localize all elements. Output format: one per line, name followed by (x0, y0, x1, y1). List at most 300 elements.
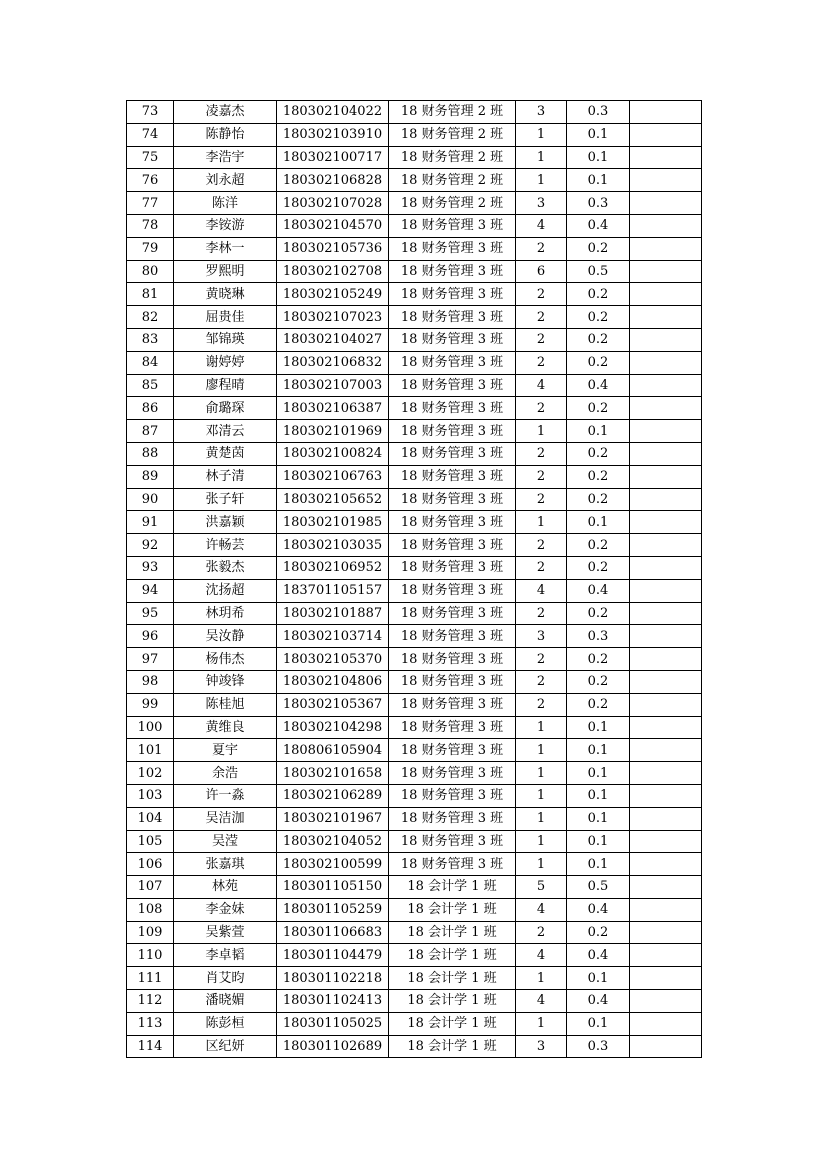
table-row (127, 944, 702, 967)
score-cell: 0.1 (567, 420, 630, 443)
student-name-cell: 李金妹 (174, 898, 277, 921)
class-name-cell: 18 财务管理 3 班 (389, 830, 516, 853)
class-name-cell: 18 财务管理 3 班 (389, 442, 516, 465)
student-name-cell: 钟竣锋 (174, 670, 277, 693)
class-name-cell: 18 财务管理 3 班 (389, 716, 516, 739)
student-name-cell: 罗熙明 (174, 260, 277, 283)
row-number-cell: 112 (127, 990, 174, 1013)
student-name-cell: 黄晓琳 (174, 283, 277, 306)
student-id-cell: 180302105370 (277, 648, 389, 671)
count-cell: 2 (516, 465, 567, 488)
class-name-cell: 18 财务管理 3 班 (389, 739, 516, 762)
score-cell: 0.2 (567, 306, 630, 329)
table-row (127, 169, 702, 192)
student-name-cell: 俞璐琛 (174, 397, 277, 420)
class-name-cell: 18 财务管理 3 班 (389, 237, 516, 260)
table-row (127, 146, 702, 169)
student-id-cell: 180302103714 (277, 625, 389, 648)
score-cell: 0.2 (567, 693, 630, 716)
table-row (127, 876, 702, 899)
count-cell: 4 (516, 990, 567, 1013)
remarks-cell (630, 579, 702, 602)
count-cell: 1 (516, 830, 567, 853)
row-number-cell: 73 (127, 101, 174, 124)
score-cell: 0.2 (567, 283, 630, 306)
student-id-cell: 180302101967 (277, 807, 389, 830)
remarks-cell (630, 169, 702, 192)
table-row (127, 579, 702, 602)
class-name-cell: 18 会计学 1 班 (389, 1012, 516, 1035)
student-id-cell: 180301105025 (277, 1012, 389, 1035)
remarks-cell (630, 784, 702, 807)
table-row (127, 351, 702, 374)
row-number-cell: 76 (127, 169, 174, 192)
class-name-cell: 18 财务管理 3 班 (389, 807, 516, 830)
table-row (127, 990, 702, 1013)
class-name-cell: 18 会计学 1 班 (389, 967, 516, 990)
student-name-cell: 谢婷婷 (174, 351, 277, 374)
class-name-cell: 18 会计学 1 班 (389, 921, 516, 944)
student-id-cell: 180302107003 (277, 374, 389, 397)
score-cell: 0.1 (567, 716, 630, 739)
count-cell: 3 (516, 625, 567, 648)
remarks-cell (630, 101, 702, 124)
count-cell: 4 (516, 579, 567, 602)
count-cell: 3 (516, 101, 567, 124)
score-cell: 0.1 (567, 967, 630, 990)
remarks-cell (630, 807, 702, 830)
student-id-cell: 180302106828 (277, 169, 389, 192)
remarks-cell (630, 511, 702, 534)
row-number-cell: 83 (127, 328, 174, 351)
table-row (127, 214, 702, 237)
student-id-cell: 180302101658 (277, 762, 389, 785)
student-id-cell: 180302104806 (277, 670, 389, 693)
student-id-cell: 180302104298 (277, 716, 389, 739)
student-name-cell: 杨伟杰 (174, 648, 277, 671)
remarks-cell (630, 146, 702, 169)
remarks-cell (630, 830, 702, 853)
table-row (127, 625, 702, 648)
remarks-cell (630, 967, 702, 990)
count-cell: 1 (516, 716, 567, 739)
row-number-cell: 96 (127, 625, 174, 648)
remarks-cell (630, 328, 702, 351)
student-name-cell: 吴洁泇 (174, 807, 277, 830)
table-row (127, 784, 702, 807)
count-cell: 4 (516, 214, 567, 237)
student-name-cell: 吴滢 (174, 830, 277, 853)
class-name-cell: 18 财务管理 2 班 (389, 101, 516, 124)
row-number-cell: 89 (127, 465, 174, 488)
student-name-cell: 凌嘉杰 (174, 101, 277, 124)
table-row (127, 762, 702, 785)
row-number-cell: 103 (127, 784, 174, 807)
table-row (127, 328, 702, 351)
score-cell: 0.2 (567, 556, 630, 579)
student-name-cell: 黄楚茵 (174, 442, 277, 465)
score-cell: 0.1 (567, 853, 630, 876)
count-cell: 1 (516, 967, 567, 990)
student-name-cell: 区纪妍 (174, 1035, 277, 1058)
student-id-cell: 180302105736 (277, 237, 389, 260)
student-id-cell: 180302101969 (277, 420, 389, 443)
row-number-cell: 80 (127, 260, 174, 283)
remarks-cell (630, 739, 702, 762)
count-cell: 1 (516, 146, 567, 169)
student-name-cell: 张子轩 (174, 488, 277, 511)
score-cell: 0.3 (567, 101, 630, 124)
count-cell: 2 (516, 556, 567, 579)
table-row (127, 921, 702, 944)
class-name-cell: 18 会计学 1 班 (389, 944, 516, 967)
student-name-cell: 洪嘉颖 (174, 511, 277, 534)
table-row (127, 898, 702, 921)
count-cell: 4 (516, 944, 567, 967)
student-name-cell: 张嘉琪 (174, 853, 277, 876)
remarks-cell (630, 944, 702, 967)
remarks-cell (630, 420, 702, 443)
student-name-cell: 廖程晴 (174, 374, 277, 397)
count-cell: 2 (516, 534, 567, 557)
remarks-cell (630, 556, 702, 579)
student-id-cell: 183701105157 (277, 579, 389, 602)
student-id-cell: 180302103035 (277, 534, 389, 557)
remarks-cell (630, 898, 702, 921)
count-cell: 2 (516, 442, 567, 465)
row-number-cell: 114 (127, 1035, 174, 1058)
score-cell: 0.1 (567, 830, 630, 853)
student-id-cell: 180302105652 (277, 488, 389, 511)
row-number-cell: 78 (127, 214, 174, 237)
class-name-cell: 18 会计学 1 班 (389, 898, 516, 921)
table-row (127, 1012, 702, 1035)
remarks-cell (630, 260, 702, 283)
score-cell: 0.5 (567, 260, 630, 283)
class-name-cell: 18 财务管理 3 班 (389, 762, 516, 785)
class-name-cell: 18 财务管理 3 班 (389, 306, 516, 329)
row-number-cell: 100 (127, 716, 174, 739)
score-cell: 0.1 (567, 511, 630, 534)
class-name-cell: 18 财务管理 3 班 (389, 625, 516, 648)
score-cell: 0.3 (567, 1035, 630, 1058)
remarks-cell (630, 921, 702, 944)
remarks-cell (630, 876, 702, 899)
row-number-cell: 105 (127, 830, 174, 853)
student-name-cell: 吴汝静 (174, 625, 277, 648)
row-number-cell: 98 (127, 670, 174, 693)
student-name-cell: 余浩 (174, 762, 277, 785)
student-name-cell: 陈洋 (174, 192, 277, 215)
class-name-cell: 18 财务管理 3 班 (389, 214, 516, 237)
row-number-cell: 84 (127, 351, 174, 374)
student-name-cell: 黄维良 (174, 716, 277, 739)
table-row (127, 853, 702, 876)
student-roster-table (126, 100, 702, 1058)
remarks-cell (630, 192, 702, 215)
score-cell: 0.1 (567, 169, 630, 192)
student-id-cell: 180301102218 (277, 967, 389, 990)
score-cell: 0.3 (567, 625, 630, 648)
score-cell: 0.1 (567, 739, 630, 762)
remarks-cell (630, 1012, 702, 1035)
student-name-cell: 李林一 (174, 237, 277, 260)
class-name-cell: 18 财务管理 3 班 (389, 511, 516, 534)
table-row (127, 670, 702, 693)
count-cell: 1 (516, 1012, 567, 1035)
student-name-cell: 林苑 (174, 876, 277, 899)
row-number-cell: 113 (127, 1012, 174, 1035)
count-cell: 2 (516, 306, 567, 329)
count-cell: 2 (516, 237, 567, 260)
class-name-cell: 18 财务管理 3 班 (389, 260, 516, 283)
remarks-cell (630, 716, 702, 739)
student-id-cell: 180301105150 (277, 876, 389, 899)
row-number-cell: 92 (127, 534, 174, 557)
table-row (127, 397, 702, 420)
score-cell: 0.2 (567, 602, 630, 625)
class-name-cell: 18 会计学 1 班 (389, 876, 516, 899)
student-name-cell: 吴紫萱 (174, 921, 277, 944)
table-row (127, 807, 702, 830)
row-number-cell: 93 (127, 556, 174, 579)
count-cell: 4 (516, 374, 567, 397)
count-cell: 5 (516, 876, 567, 899)
count-cell: 1 (516, 420, 567, 443)
class-name-cell: 18 财务管理 2 班 (389, 123, 516, 146)
row-number-cell: 109 (127, 921, 174, 944)
remarks-cell (630, 214, 702, 237)
class-name-cell: 18 财务管理 2 班 (389, 146, 516, 169)
table-row (127, 1035, 702, 1058)
row-number-cell: 87 (127, 420, 174, 443)
class-name-cell: 18 财务管理 3 班 (389, 351, 516, 374)
student-id-cell: 180302104027 (277, 328, 389, 351)
count-cell: 2 (516, 921, 567, 944)
class-name-cell: 18 财务管理 3 班 (389, 328, 516, 351)
row-number-cell: 85 (127, 374, 174, 397)
row-number-cell: 107 (127, 876, 174, 899)
count-cell: 1 (516, 784, 567, 807)
student-name-cell: 李浩宇 (174, 146, 277, 169)
score-cell: 0.2 (567, 351, 630, 374)
score-cell: 0.4 (567, 990, 630, 1013)
table-row (127, 967, 702, 990)
class-name-cell: 18 财务管理 3 班 (389, 374, 516, 397)
class-name-cell: 18 财务管理 3 班 (389, 784, 516, 807)
score-cell: 0.2 (567, 534, 630, 557)
class-name-cell: 18 会计学 1 班 (389, 1035, 516, 1058)
class-name-cell: 18 财务管理 3 班 (389, 465, 516, 488)
row-number-cell: 77 (127, 192, 174, 215)
remarks-cell (630, 693, 702, 716)
score-cell: 0.4 (567, 214, 630, 237)
remarks-cell (630, 990, 702, 1013)
row-number-cell: 75 (127, 146, 174, 169)
score-cell: 0.3 (567, 192, 630, 215)
student-id-cell: 180301104479 (277, 944, 389, 967)
count-cell: 3 (516, 192, 567, 215)
count-cell: 1 (516, 123, 567, 146)
row-number-cell: 111 (127, 967, 174, 990)
table-row (127, 648, 702, 671)
row-number-cell: 101 (127, 739, 174, 762)
student-name-cell: 许畅芸 (174, 534, 277, 557)
table-row (127, 101, 702, 124)
score-cell: 0.4 (567, 944, 630, 967)
remarks-cell (630, 670, 702, 693)
remarks-cell (630, 488, 702, 511)
class-name-cell: 18 财务管理 3 班 (389, 693, 516, 716)
table-row (127, 830, 702, 853)
remarks-cell (630, 534, 702, 557)
row-number-cell: 81 (127, 283, 174, 306)
count-cell: 1 (516, 853, 567, 876)
score-cell: 0.2 (567, 465, 630, 488)
table-row (127, 123, 702, 146)
student-id-cell: 180302102708 (277, 260, 389, 283)
row-number-cell: 110 (127, 944, 174, 967)
student-id-cell: 180302105249 (277, 283, 389, 306)
remarks-cell (630, 1035, 702, 1058)
count-cell: 2 (516, 648, 567, 671)
student-name-cell: 潘晓媚 (174, 990, 277, 1013)
score-cell: 0.2 (567, 328, 630, 351)
score-cell: 0.2 (567, 921, 630, 944)
score-cell: 0.2 (567, 488, 630, 511)
student-id-cell: 180302101887 (277, 602, 389, 625)
student-id-cell: 180302106952 (277, 556, 389, 579)
score-cell: 0.2 (567, 237, 630, 260)
table-row (127, 442, 702, 465)
count-cell: 2 (516, 693, 567, 716)
student-id-cell: 180302100717 (277, 146, 389, 169)
score-cell: 0.1 (567, 123, 630, 146)
table-row (127, 237, 702, 260)
class-name-cell: 18 财务管理 3 班 (389, 420, 516, 443)
student-name-cell: 张毅杰 (174, 556, 277, 579)
row-number-cell: 106 (127, 853, 174, 876)
student-name-cell: 林玥希 (174, 602, 277, 625)
score-cell: 0.2 (567, 397, 630, 420)
student-id-cell: 180302101985 (277, 511, 389, 534)
count-cell: 2 (516, 351, 567, 374)
score-cell: 0.2 (567, 442, 630, 465)
count-cell: 2 (516, 488, 567, 511)
row-number-cell: 79 (127, 237, 174, 260)
count-cell: 1 (516, 169, 567, 192)
student-name-cell: 屈贵佳 (174, 306, 277, 329)
student-id-cell: 180302100824 (277, 442, 389, 465)
class-name-cell: 18 财务管理 3 班 (389, 283, 516, 306)
student-id-cell: 180301106683 (277, 921, 389, 944)
row-number-cell: 102 (127, 762, 174, 785)
student-id-cell: 180302106763 (277, 465, 389, 488)
student-id-cell: 180302107028 (277, 192, 389, 215)
class-name-cell: 18 会计学 1 班 (389, 990, 516, 1013)
score-cell: 0.1 (567, 146, 630, 169)
student-name-cell: 李卓韬 (174, 944, 277, 967)
roster-table-body (127, 101, 702, 1058)
student-id-cell: 180302106387 (277, 397, 389, 420)
count-cell: 2 (516, 602, 567, 625)
student-name-cell: 夏宇 (174, 739, 277, 762)
student-name-cell: 沈扬超 (174, 579, 277, 602)
student-name-cell: 林子清 (174, 465, 277, 488)
count-cell: 3 (516, 1035, 567, 1058)
score-cell: 0.1 (567, 807, 630, 830)
row-number-cell: 108 (127, 898, 174, 921)
class-name-cell: 18 财务管理 3 班 (389, 602, 516, 625)
student-id-cell: 180301105259 (277, 898, 389, 921)
remarks-cell (630, 442, 702, 465)
score-cell: 0.1 (567, 762, 630, 785)
student-id-cell: 180806105904 (277, 739, 389, 762)
class-name-cell: 18 财务管理 3 班 (389, 534, 516, 557)
table-row (127, 283, 702, 306)
count-cell: 1 (516, 807, 567, 830)
table-row (127, 260, 702, 283)
remarks-cell (630, 351, 702, 374)
class-name-cell: 18 财务管理 3 班 (389, 579, 516, 602)
student-name-cell: 肖艾昀 (174, 967, 277, 990)
count-cell: 2 (516, 397, 567, 420)
score-cell: 0.2 (567, 648, 630, 671)
student-name-cell: 陈静怡 (174, 123, 277, 146)
student-id-cell: 180302103910 (277, 123, 389, 146)
student-id-cell: 180302106289 (277, 784, 389, 807)
row-number-cell: 90 (127, 488, 174, 511)
row-number-cell: 88 (127, 442, 174, 465)
student-name-cell: 许一淼 (174, 784, 277, 807)
count-cell: 4 (516, 898, 567, 921)
table-row (127, 306, 702, 329)
row-number-cell: 99 (127, 693, 174, 716)
student-id-cell: 180302107023 (277, 306, 389, 329)
count-cell: 2 (516, 670, 567, 693)
score-cell: 0.5 (567, 876, 630, 899)
count-cell: 1 (516, 739, 567, 762)
score-cell: 0.4 (567, 898, 630, 921)
student-name-cell: 刘永超 (174, 169, 277, 192)
student-name-cell: 李铵游 (174, 214, 277, 237)
count-cell: 6 (516, 260, 567, 283)
remarks-cell (630, 374, 702, 397)
score-cell: 0.1 (567, 1012, 630, 1035)
table-row (127, 556, 702, 579)
count-cell: 2 (516, 328, 567, 351)
score-cell: 0.1 (567, 784, 630, 807)
student-name-cell: 陈桂旭 (174, 693, 277, 716)
class-name-cell: 18 财务管理 3 班 (389, 397, 516, 420)
remarks-cell (630, 625, 702, 648)
row-number-cell: 74 (127, 123, 174, 146)
student-id-cell: 180302104570 (277, 214, 389, 237)
score-cell: 0.4 (567, 374, 630, 397)
student-id-cell: 180302104022 (277, 101, 389, 124)
table-row (127, 192, 702, 215)
table-row (127, 602, 702, 625)
class-name-cell: 18 财务管理 3 班 (389, 556, 516, 579)
count-cell: 1 (516, 511, 567, 534)
remarks-cell (630, 306, 702, 329)
class-name-cell: 18 财务管理 3 班 (389, 853, 516, 876)
table-row (127, 374, 702, 397)
remarks-cell (630, 283, 702, 306)
class-name-cell: 18 财务管理 3 班 (389, 670, 516, 693)
row-number-cell: 91 (127, 511, 174, 534)
remarks-cell (630, 648, 702, 671)
